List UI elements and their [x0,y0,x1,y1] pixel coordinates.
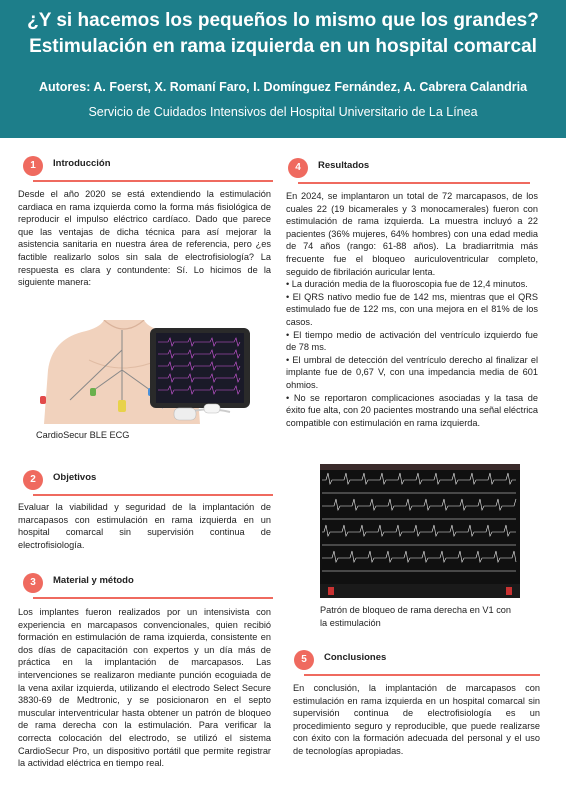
section-methods-header [23,573,273,595]
section-intro-header [23,156,273,178]
section-divider [33,180,273,182]
section-title: Introducción [53,158,111,169]
institution: Servicio de Cuidados Intensivos del Hospital Universitario de La Línea [88,105,478,119]
section-number-badge: 4 [288,158,308,178]
section-divider [33,494,273,496]
results-bullet: • El tiempo medio de activación del ventrículo izquierdo fue de 78 ms. [286,329,538,353]
section-title: Objetivos [53,472,97,483]
poster-header [0,0,566,138]
section-number-badge: 3 [23,573,43,593]
poster-title-line1: ¿Y si hacemos los pequeños lo mismo que los grandes? [27,10,539,31]
section-divider [304,674,540,676]
section-objectives-header [23,470,273,492]
results-bullet: • El umbral de detección del ventrículo derecho al finalizar el implante fue de 0,67 V, con una impedancia media de 601 ohmios. [286,354,538,390]
section-divider [33,597,273,599]
intro-image-caption: CardioSecur BLE ECG [36,430,130,440]
section-title: Material y método [53,575,134,586]
cardiosecur-device-image [34,320,254,424]
objectives-text: Evaluar la viabilidad y seguridad de la implantación de marcapasos con estimulación en rama izquierda en un hospital comarcal sin supervisión continua de electrofisiología. [18,502,271,550]
section-results-header [288,158,538,180]
section-divider [298,182,530,184]
section-number-badge: 5 [294,650,314,670]
section-title: Conclusiones [324,652,387,663]
section-number-badge: 1 [23,156,43,176]
ecg-strip-image [320,464,520,598]
results-bullet: • La duración media de la fluoroscopia fue de 12,4 minutos. [286,279,528,290]
results-bullet: • El QRS nativo medio fue de 142 ms, mientras que el QRS estimulado fue de 122 ms, con una mejora en el 81% de los casos. [286,291,538,327]
conclusions-text: En conclusión, la implantación de marcapasos con estimulación en rama izquierda en un hospital comarcal sin supervisión continua de electrofisiología es un procedimiento seguro y reproducible, que puede realizarse con éxito con la formación adecuada del personal y el uso de tecnologías apropiadas. [293,683,540,756]
intro-text: Desde el año 2020 se está extendiendo la estimulación cardiaca en rama izquierda como la forma más fisiológica de reproducir el impulso eléctrico cardíaco. Dado que parece que las ventajas de dicha técnica para así mejorar la asistencia sanitaria en nuestra área de referencia, pero ¿es factible realizarlo solos sin sala de electrofisiología? La respuesta es clara y contundente: Sí. Lo hicimos de la siguiente manera: [18,189,271,288]
results-image-caption: Patrón de bloqueo de rama derecha en V1 con la estimulación [320,605,512,628]
results-text [286,190,538,429]
section-title: Resultados [318,160,370,171]
poster-title-line2: Estimulación en rama izquierda en un hospital comarcal [29,36,537,57]
section-number-badge: 2 [23,470,43,490]
section-conclusions-header [294,650,544,672]
results-bullet: • No se reportaron complicaciones asociadas y la tasa de éxito fue alta, con 20 pacientes mostrando una señal eléctrica compatible con estimulación en rama izquierda. [286,392,538,428]
results-intro: En 2024, se implantaron un total de 72 marcapasos, de los cuales 22 (19 bicamerales y 3 monocamerales) fueron con estimulación de rama izquierda. La muestra incluyó a 22 pacientes (36% mujeres, 64% hombres) con una edad media de 74 años (rango: 61-88 años). La bradiarritmia más frecuente fue el bloqueo auriculoventricular completo, seguido de fibrilación auricular lenta. [286,191,538,277]
methods-text: Los implantes fueron realizados por un intensivista con experiencia en marcapasos convencionales, quien recibió formación en estimulación de rama izquierda, consistente en dos días de capacitación con expertos y un día más de práctica en la implantación de marcapasos. Las intervenciones se realizaron mediante punción ecoguiada de la vena axilar izquierda, utilizando el electrodo Select Secure 3830-69 de Medtronic, y se posicionaron en el septo muscular interventricular hasta obtener un patrón de bloqueo de rama derecha con la estimulación. Para verificar la correcta colocación del electrodo, se utilizó el sistema CardioSecur Pro, un dispositivo portátil que permite registrar la actividad eléctrica en tiempo real. [18,607,271,769]
authors: Autores: A. Foerst, X. Romaní Faro, I. Domínguez Fernández, A. Cabrera Calandria [38,80,528,94]
